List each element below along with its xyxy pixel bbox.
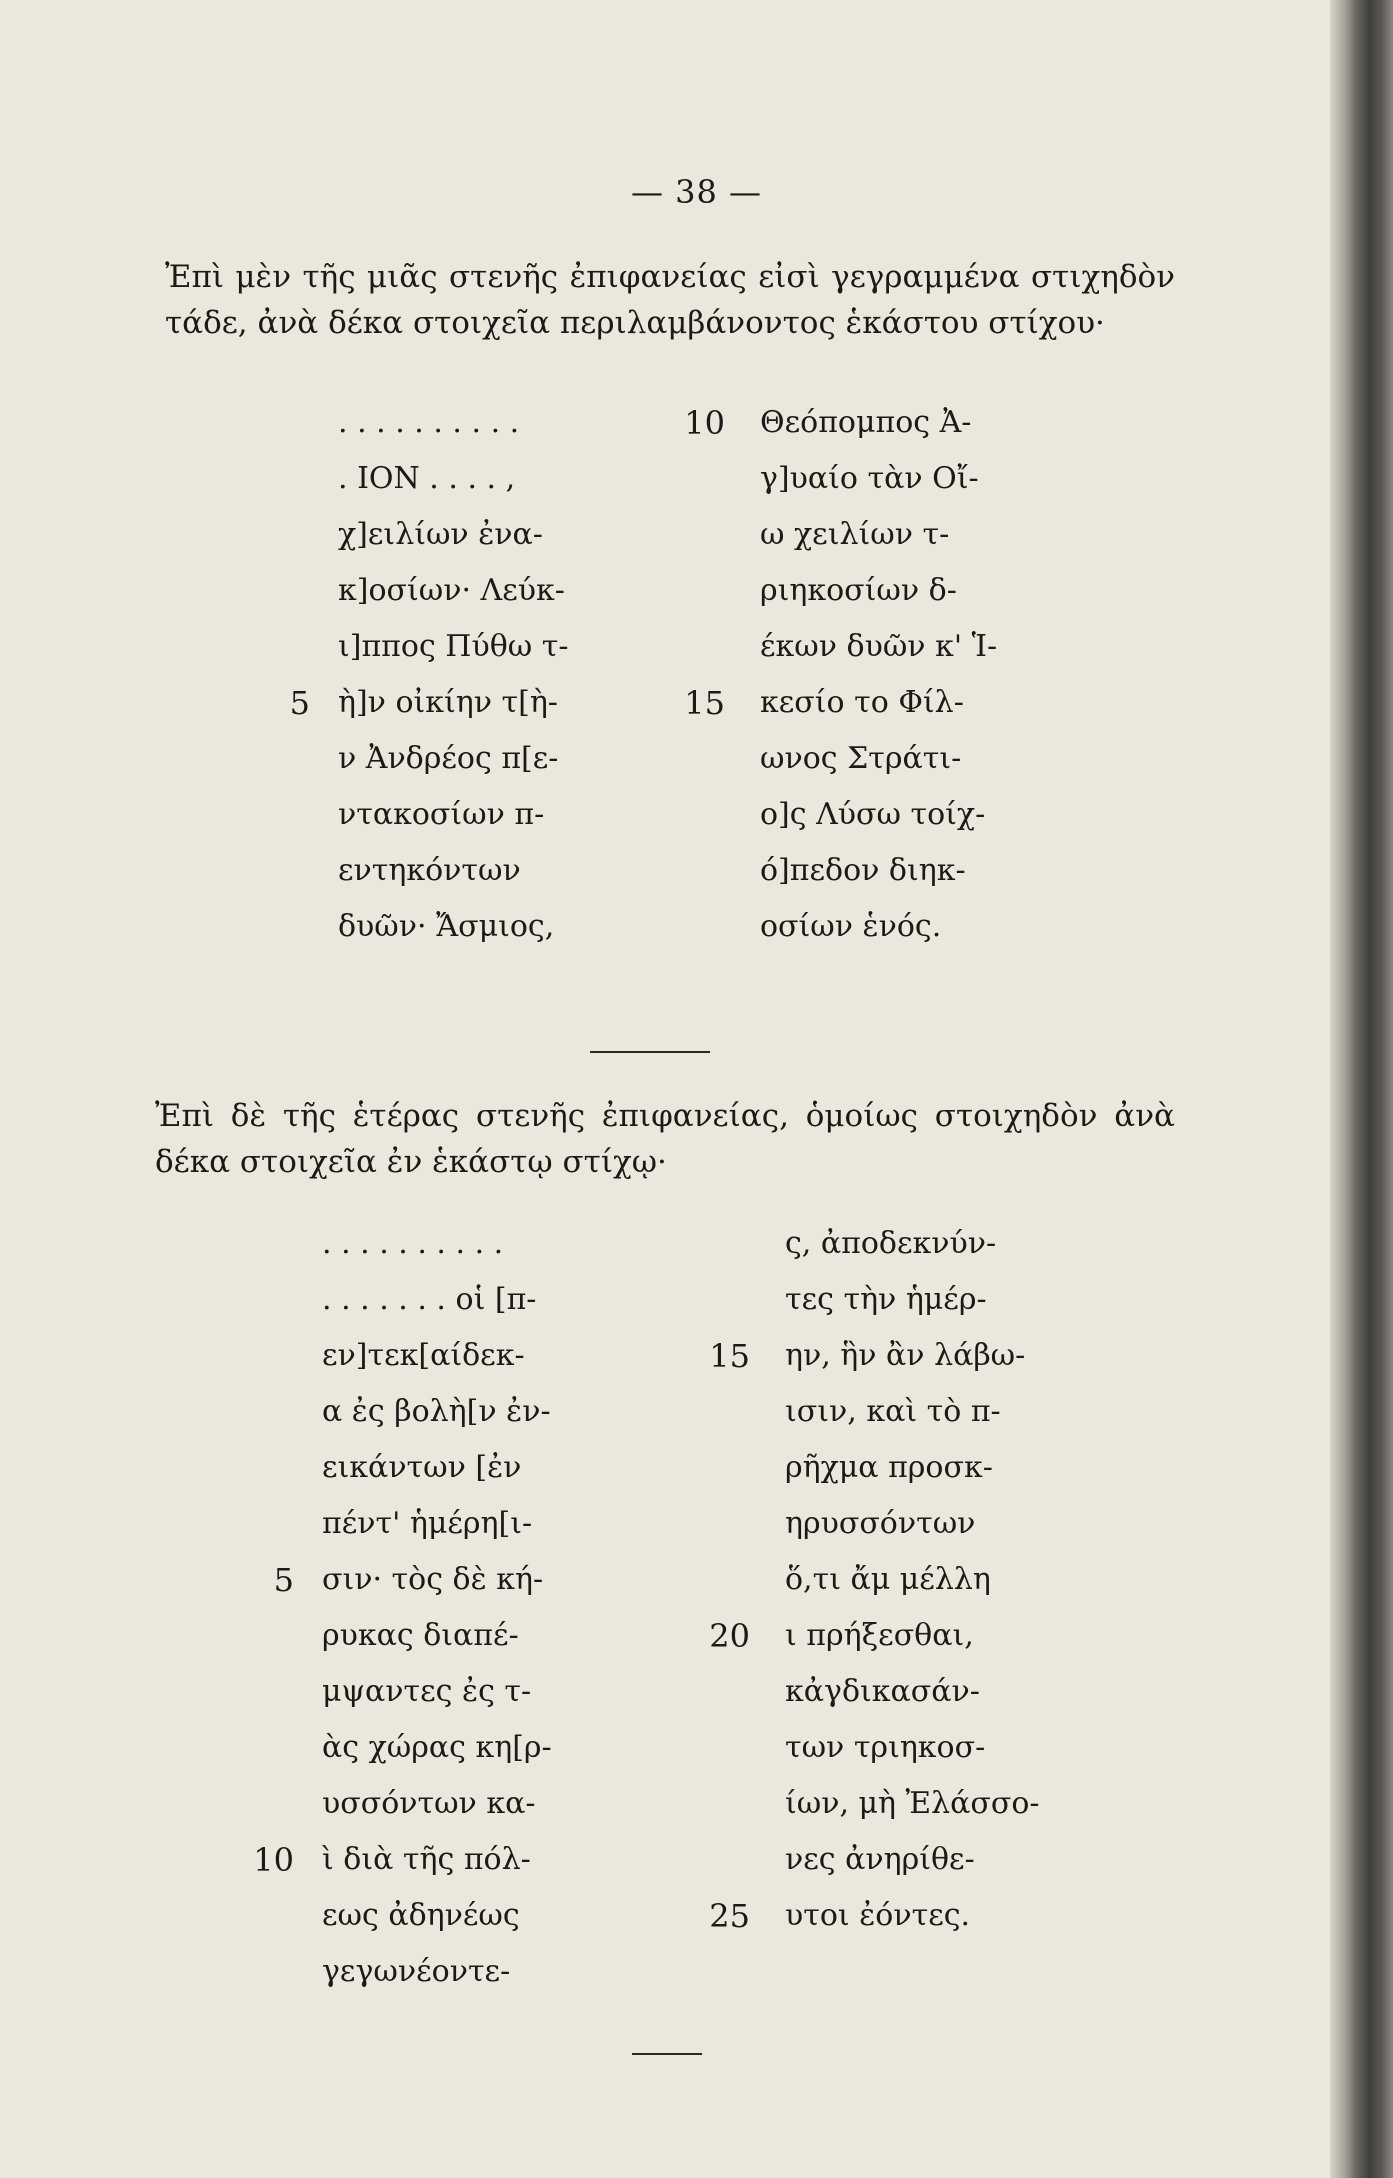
inscription-line: ὅ,τι ἄμ μέλλη	[785, 1562, 991, 1597]
inscription-line: ὶ διὰ τῆς πόλ-	[322, 1842, 531, 1877]
inscription-line: ό]πεδον διηκ-	[760, 853, 966, 888]
inscription-line: πέντ' ἡμέρη[ι-	[322, 1506, 533, 1541]
inscription-line: ι]ππος Πύθω τ-	[338, 629, 569, 664]
inscription-line: των τριηκοσ-	[785, 1730, 986, 1765]
inscription-line: υσσόντων κα-	[322, 1786, 536, 1821]
line-number: 15	[709, 1337, 750, 1375]
inscription-line: κ]οσίων· Λεύκ-	[338, 573, 565, 608]
inscription-line: δυῶν· Ἄσμιος,	[338, 909, 555, 944]
line-number: 5	[273, 1561, 294, 1599]
inscription-line: τες τὴν ἡμέρ-	[785, 1282, 987, 1317]
inscription-line: ὴ]ν οἰκίην τ[ὴ-	[338, 685, 558, 720]
inscription-line: ριηκοσίων δ-	[760, 573, 957, 608]
line-number: 5	[289, 684, 310, 722]
section-divider	[590, 1051, 710, 1053]
inscription-line: γ]υαίο τὰν Οἴ-	[760, 461, 979, 496]
page-number: — 38 —	[630, 173, 763, 211]
line-number: 15	[684, 684, 725, 722]
inscription-line: εικάντων [ἐν	[322, 1450, 522, 1485]
inscription-line: ρυκας διαπέ-	[322, 1618, 519, 1653]
line-number: 25	[709, 1897, 750, 1935]
inscription-line: . . . . . . . . . .	[322, 1226, 504, 1261]
inscription-line: . . . . . . . . . .	[338, 405, 520, 440]
intro-paragraph-1: Ἐπὶ μὲν τῆς μιᾶς στενῆς ἐπιφανείας εἰσὶ γεγραμμένα στιχηδὸν τάδε, ἀνὰ δέκα στοιχεῖα περιλαμβάνοντος ἑκάστου στίχου·	[165, 259, 1175, 341]
inscription-line: ς, ἀποδεκνύν-	[785, 1226, 997, 1261]
inscription-line: κεσίο το Φίλ-	[760, 685, 964, 720]
inscription-line: εν]τεκ[αίδεκ-	[322, 1338, 525, 1373]
line-number: 20	[709, 1617, 750, 1655]
inscription-line: ωνος Στράτι-	[760, 741, 962, 776]
intro-paragraph-2: Ἐπὶ δὲ τῆς ἑτέρας στενῆς ἐπιφανείας, ὁμοίως στοιχηδὸν ἀνὰ δέκα στοιχεῖα ἐν ἑκάστῳ στίχῳ·	[155, 1098, 1175, 1180]
inscription-line: ισιν, καὶ τὸ π-	[785, 1394, 1001, 1429]
inscription-line: . . . . . . . οἱ [π-	[322, 1282, 537, 1317]
book-spine-shadow	[1330, 0, 1393, 2178]
inscription-line: ι πρήξεσθαι,	[785, 1618, 974, 1653]
inscription-line: ίων, μὴ Ἐλάσσο-	[785, 1786, 1040, 1821]
inscription-line: ρῆχμα προσκ-	[785, 1450, 993, 1485]
inscription-line: οσίων ἑνός.	[760, 909, 942, 944]
line-number: 10	[253, 1841, 294, 1879]
inscription-line: εως ἀδηνέως	[322, 1898, 520, 1933]
inscription-line: έκων δυῶν κ' Ἱ-	[760, 629, 998, 664]
inscription-line: ην, ἣν ἂν λάβω-	[785, 1338, 1026, 1373]
inscription-line: μψαντες ἐς τ-	[322, 1674, 532, 1709]
inscription-line: γεγωνέοντε-	[322, 1954, 511, 1989]
inscription-line: α ἐς βολὴ[ν ἐν-	[322, 1394, 551, 1429]
inscription-line: σιν· τὸς δὲ κή-	[322, 1562, 544, 1597]
inscription-line: χ]ειλίων ἐνα-	[338, 517, 543, 552]
inscription-line: νες ἀνηρίθε-	[785, 1842, 975, 1877]
inscription-line: ντακοσίων π-	[338, 797, 545, 832]
inscription-line: υτοι ἐόντες.	[785, 1898, 971, 1933]
inscription-line: ηρυσσόντων	[785, 1506, 976, 1541]
inscription-line: Θεόπομπος Ἀ-	[760, 405, 972, 440]
inscription-line: ὰς χώρας κη[ρ-	[322, 1730, 552, 1765]
inscription-line: ω χειλίων τ-	[760, 517, 950, 552]
inscription-line: κἀγδικασάν-	[785, 1674, 980, 1709]
line-number: 10	[684, 404, 725, 442]
inscription-line: εντηκόντων	[338, 853, 521, 888]
inscription-line: ο]ς Λύσω τοίχ-	[760, 797, 986, 832]
footer-rule	[632, 2053, 702, 2055]
inscription-line: . ΙΟΝ . . . . ,	[338, 461, 516, 496]
inscription-line: ν Ἀνδρέος π[ε-	[338, 741, 559, 776]
